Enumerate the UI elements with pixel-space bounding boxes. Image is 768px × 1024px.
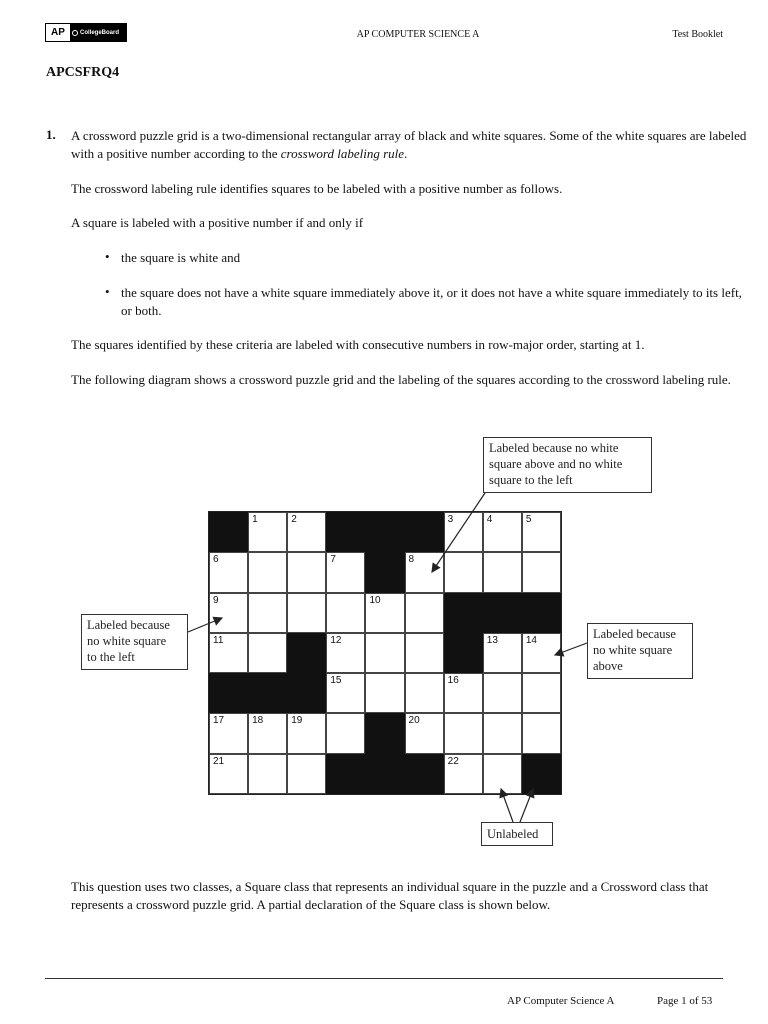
question-number: 1. <box>46 127 56 142</box>
arrow-left <box>188 618 222 632</box>
question-id: APCSFRQ4 <box>46 65 120 80</box>
square-label-number: 8 <box>408 554 415 566</box>
paragraph-classes: This question uses two classes, a Square class that represents an individual square in the puzzle and a Crossword class that represents a crossword puzzle grid. A partial declaration of the Square class is shown below. <box>71 879 709 912</box>
collegeboard-logo-text: CollegeBoard <box>80 29 120 36</box>
paragraph-numbering: The squares identified by these criteria are labeled with consecutive numbers in row-major order, starting at 1. <box>71 337 645 352</box>
callout-left-line: no white square <box>87 634 167 648</box>
callout-top-line: Labeled because no white <box>489 441 619 455</box>
square-label-number: 4 <box>486 514 493 525</box>
paragraph-intro-emphasis: crossword labeling rule <box>280 146 405 161</box>
square-label-number: 20 <box>408 715 420 727</box>
header-course-title: AP COMPUTER SCIENCE A <box>356 29 480 40</box>
square-label-number: 21 <box>213 755 225 767</box>
bullet-item-2: the square does not have a white square immediately above it, or it does not have a white square immediately to its left, or both. <box>121 285 742 318</box>
paragraph-intro-end: . <box>404 146 408 161</box>
callout-right-line: above <box>593 659 623 673</box>
square-label-number: 6 <box>213 554 219 566</box>
paragraph-rule-intro: The crossword labeling rule identifies squares to be labeled with a positive number as follows. <box>71 181 563 196</box>
ap-logo-text: AP <box>46 24 70 41</box>
callout-left-line: to the left <box>87 650 135 664</box>
square-label-number: 13 <box>486 634 498 646</box>
square-label-number: 22 <box>447 755 459 767</box>
callout-right-line: no white square <box>593 643 673 657</box>
square-label-number: 2 <box>291 514 297 525</box>
callout-right-line: Labeled because <box>593 627 676 641</box>
square-label-number: 7 <box>330 554 336 566</box>
square-label-number: 3 <box>447 514 454 525</box>
square-label-number: 1 <box>252 514 258 525</box>
square-label-number: 14 <box>525 634 537 646</box>
square-label-number: 9 <box>213 594 219 606</box>
header-booklet-label: Test Booklet <box>672 29 723 40</box>
square-label-number: 15 <box>330 675 342 687</box>
callout-top-line: square above and no white <box>489 457 623 471</box>
callout-top-line: square to the left <box>489 473 573 487</box>
square-label-number: 5 <box>525 514 532 525</box>
square-label-number: 12 <box>330 634 342 646</box>
square-label-number: 17 <box>213 715 225 727</box>
square-label-number: 18 <box>252 715 264 727</box>
bullet-marker: • <box>105 284 110 299</box>
square-label-number: 11 <box>213 634 224 646</box>
paragraph-intro-text: A crossword puzzle grid is a two-dimensional rectangular array of black and white squares. Some of the white squares are labeled with a positive number according to the <box>71 128 747 161</box>
bullet-marker: • <box>105 249 110 264</box>
callout-left-line: Labeled because <box>87 618 170 632</box>
arrow-right <box>555 643 587 655</box>
arrow-bottom-left <box>501 789 513 822</box>
square-label-number: 10 <box>369 594 381 606</box>
square-label-number: 16 <box>447 675 459 687</box>
footer-page-number: Page 1 of 53 <box>657 995 713 1007</box>
footer-course: AP Computer Science A <box>507 995 615 1007</box>
square-label-number: 19 <box>291 715 303 727</box>
arrow-top <box>432 493 485 572</box>
footer-divider <box>45 978 723 979</box>
arrow-bottom-right <box>520 789 533 822</box>
paragraph-rule-condition: A square is labeled with a positive number if and only if <box>71 215 364 230</box>
bullet-item-1: the square is white and <box>121 250 241 265</box>
callout-bottom: Unlabeled <box>481 822 553 846</box>
paragraph-diagram-intro: The following diagram shows a crossword puzzle grid and the labeling of the squares according to the crossword labeling rule. <box>71 372 731 387</box>
